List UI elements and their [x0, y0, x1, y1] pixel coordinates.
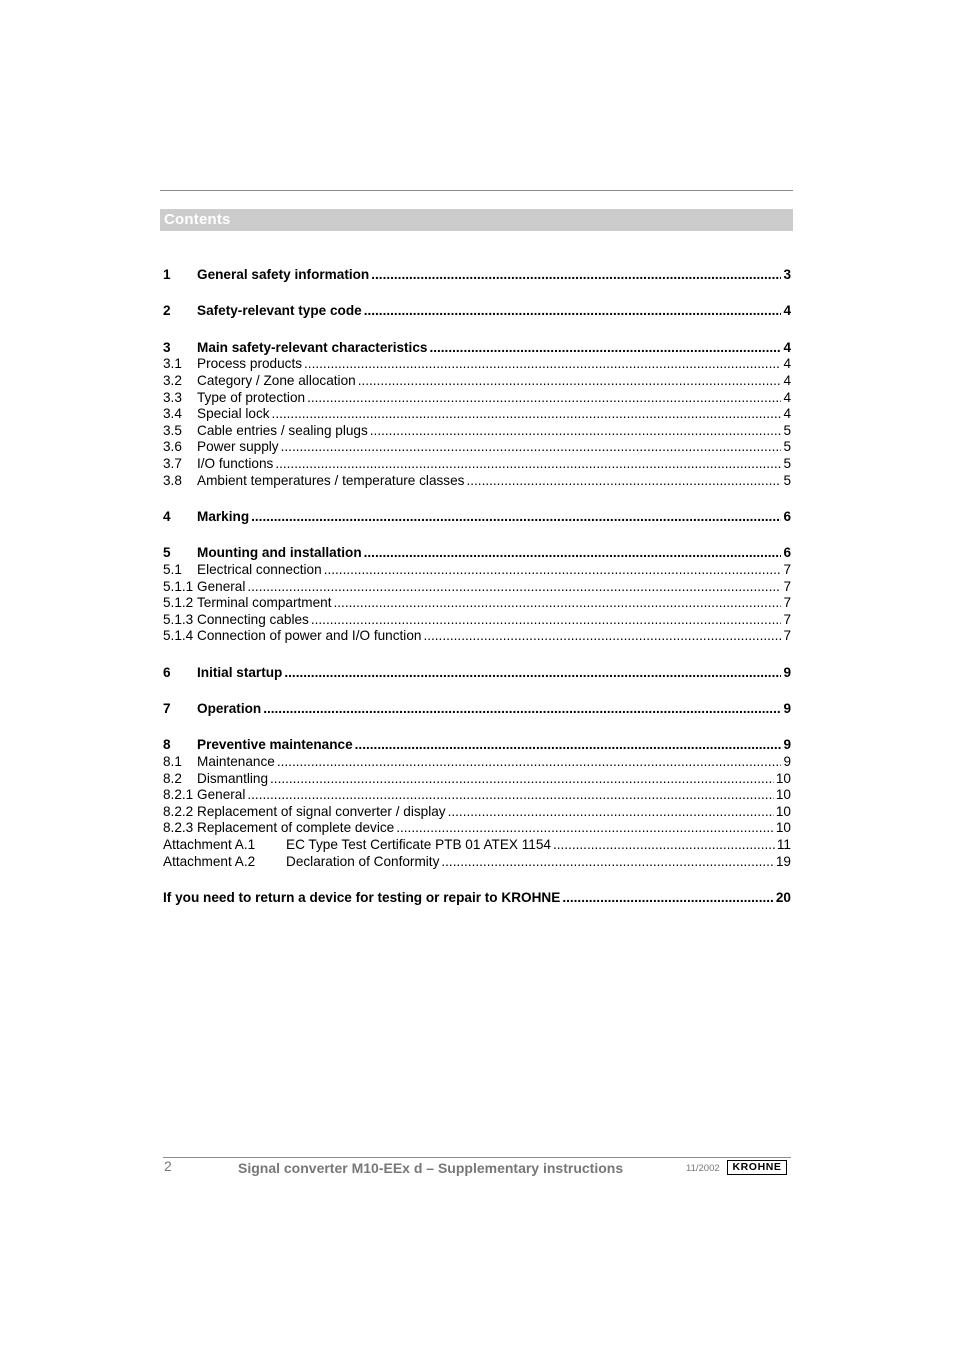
toc-dot-leader: [396, 820, 774, 837]
toc-entry-page: 19: [775, 853, 791, 869]
toc-dot-leader: [307, 390, 781, 407]
toc-entry-number: Attachment A.2: [163, 853, 256, 869]
toc-entry-title: EC Type Test Certificate PTB 01 ATEX 1154: [286, 837, 551, 853]
toc-entry[interactable]: [163, 390, 791, 407]
toc-dot-leader: [371, 267, 781, 284]
toc-entry-title: General: [197, 787, 246, 803]
toc-entry[interactable]: [163, 665, 791, 682]
toc-entry-number: 4: [163, 508, 171, 524]
toc-entry-page: 5: [783, 472, 791, 488]
toc-entry[interactable]: [163, 628, 791, 645]
toc-entry[interactable]: [163, 423, 791, 440]
toc-entry[interactable]: [163, 804, 791, 821]
footer-rule: [163, 1157, 791, 1158]
toc-entry-number: 5: [163, 545, 171, 561]
toc-entry[interactable]: [163, 754, 791, 771]
toc-entry[interactable]: [163, 545, 791, 562]
toc-entry-number: 5.1.3: [163, 611, 194, 627]
toc-entry-page: 10: [775, 820, 791, 836]
toc-entry-title: Replacement of signal converter / display: [197, 803, 446, 819]
top-rule: [160, 190, 793, 191]
toc-entry[interactable]: [163, 340, 791, 357]
toc-entry[interactable]: [163, 509, 791, 526]
toc-entry[interactable]: [163, 595, 791, 612]
toc-entry-title: Connection of power and I/O function: [197, 628, 422, 644]
toc-entry-title: If you need to return a device for testing or repair to KROHNE: [163, 890, 561, 905]
toc-entry[interactable]: [163, 356, 791, 373]
footer-document-title: Signal converter M10-EEx d – Supplementary instructions: [238, 1160, 624, 1176]
toc-dot-leader: [429, 340, 781, 357]
toc-dot-leader: [333, 595, 781, 612]
toc-entry-page: 7: [783, 611, 791, 627]
toc-entry-number: 3.7: [163, 455, 182, 471]
toc-entry[interactable]: [163, 787, 791, 804]
toc-dot-leader: [275, 456, 781, 473]
toc-entry-title: Replacement of complete device: [197, 820, 395, 836]
toc-entry-page: 9: [783, 701, 791, 717]
toc-entry-page: 5: [783, 455, 791, 471]
toc-entry-title: Type of protection: [197, 389, 306, 405]
toc-entry-number: 3.6: [163, 439, 182, 455]
toc-entry-page: 20: [775, 890, 791, 905]
toc-entry-number: 3.8: [163, 472, 182, 488]
toc-dot-leader: [441, 854, 774, 871]
toc-entry-title: Connecting cables: [197, 611, 309, 627]
toc-entry-number: 8: [163, 737, 171, 753]
toc-entry-title: Operation: [197, 701, 262, 717]
toc-entry-number: 8.2.2: [163, 803, 194, 819]
toc-entry-page: 4: [783, 339, 791, 355]
toc-dot-leader: [324, 562, 782, 579]
toc-entry-number: 7: [163, 701, 171, 717]
toc-dot-leader: [270, 771, 774, 788]
toc-entry-title: Initial startup: [197, 664, 283, 680]
toc-entry-page: 5: [783, 439, 791, 455]
toc-entry-title: Dismantling: [197, 770, 269, 786]
toc-entry-page: 3: [783, 267, 791, 282]
toc-entry-number: 3.4: [163, 406, 182, 422]
toc-entry-page: 9: [783, 664, 791, 680]
toc-entry[interactable]: [163, 267, 791, 284]
toc-entry-title: Cable entries / sealing plugs: [197, 422, 368, 438]
toc-dot-leader: [251, 509, 781, 526]
footer-date: 11/2002: [686, 1163, 720, 1174]
toc-entry-page: 4: [783, 372, 791, 388]
toc-entry-page: 9: [783, 754, 791, 770]
toc-entry-page: 7: [783, 578, 791, 594]
toc-entry-number: 8.2.3: [163, 820, 194, 836]
toc-entry-page: 11: [776, 837, 791, 853]
toc-entry-number: 3.1: [163, 356, 182, 372]
toc-entry-title: Terminal compartment: [197, 595, 332, 611]
toc-dot-leader: [281, 439, 782, 456]
toc-entry-number: 8.1: [163, 754, 182, 770]
toc-entry-page: 7: [783, 595, 791, 611]
toc-entry[interactable]: [163, 854, 791, 871]
toc-entry[interactable]: [163, 562, 791, 579]
toc-entry-title: Declaration of Conformity: [286, 853, 440, 869]
toc-dot-leader: [263, 701, 781, 718]
toc-entry-title: Maintenance: [197, 754, 275, 770]
toc-dot-leader: [358, 373, 782, 390]
toc-entry-number: 6: [163, 664, 171, 680]
toc-entry-number: Attachment A.1: [163, 837, 256, 853]
toc-dot-leader: [448, 804, 774, 821]
toc-entry[interactable]: [163, 612, 791, 629]
toc-entry-page: 10: [775, 770, 791, 786]
toc-entry-page: 6: [783, 545, 791, 561]
toc-entry-title: Ambient temperatures / temperature classes: [197, 472, 465, 488]
toc-entry[interactable]: [163, 439, 791, 456]
footer-page-number: 2: [164, 1158, 172, 1174]
toc-entry-page: 5: [783, 422, 791, 438]
toc-dot-leader: [562, 890, 774, 907]
toc-entry[interactable]: [163, 820, 791, 837]
toc-entry-title: Power supply: [197, 439, 279, 455]
table-of-contents: [163, 267, 791, 907]
toc-entry[interactable]: [163, 837, 791, 854]
toc-entry-title: Safety-relevant type code: [197, 303, 362, 319]
toc-entry-title: Category / Zone allocation: [197, 372, 356, 388]
contents-heading: Contents: [160, 209, 793, 231]
toc-entry[interactable]: [163, 771, 791, 788]
toc-dot-leader: [284, 665, 781, 682]
toc-entry-title: Marking: [197, 508, 250, 524]
toc-entry-page: 9: [783, 737, 791, 753]
toc-entry-page: 4: [783, 303, 791, 319]
toc-entry-page: 6: [783, 508, 791, 524]
toc-entry-number: 3.2: [163, 372, 182, 388]
toc-dot-leader: [553, 837, 775, 854]
toc-entry[interactable]: [163, 473, 791, 490]
toc-entry-number: 3.5: [163, 422, 182, 438]
toc-entry-page: 10: [775, 787, 791, 803]
toc-entry[interactable]: [163, 373, 791, 390]
toc-entry[interactable]: [163, 579, 791, 596]
toc-entry-number: 5.1.2: [163, 595, 194, 611]
toc-dot-leader: [272, 406, 782, 423]
toc-entry-number: 2: [163, 303, 171, 319]
toc-entry-title: Main safety-relevant characteristics: [197, 339, 428, 355]
toc-entry-number: 5.1.1: [163, 578, 194, 594]
toc-dot-leader: [423, 628, 781, 645]
toc-entry-number: 5.1: [163, 561, 182, 577]
toc-dot-leader: [364, 545, 782, 562]
toc-dot-leader: [311, 612, 782, 629]
toc-entry-number: 3: [163, 339, 171, 355]
toc-entry-number: 1: [163, 267, 171, 282]
toc-entry-page: 10: [775, 803, 791, 819]
toc-entry-page: 4: [783, 389, 791, 405]
toc-entry-title: Mounting and installation: [197, 545, 362, 561]
toc-entry-number: 5.1.4: [163, 628, 194, 644]
toc-entry-title: Special lock: [197, 406, 270, 422]
toc-entry-number: 8.2.1: [163, 787, 194, 803]
toc-dot-leader: [247, 579, 781, 596]
toc-entry-title: Preventive maintenance: [197, 737, 353, 753]
toc-entry-title: Process products: [197, 356, 303, 372]
toc-entry-page: 7: [783, 561, 791, 577]
toc-dot-leader: [355, 737, 782, 754]
toc-entry[interactable]: [163, 890, 791, 907]
toc-entry-title: Electrical connection: [197, 561, 322, 577]
toc-dot-leader: [466, 473, 781, 490]
toc-entry[interactable]: [163, 737, 791, 754]
toc-dot-leader: [277, 754, 782, 771]
toc-entry[interactable]: [163, 456, 791, 473]
toc-dot-leader: [364, 303, 782, 320]
toc-dot-leader: [304, 356, 781, 373]
toc-entry-title: General safety information: [197, 267, 370, 282]
toc-entry-title: General: [197, 578, 246, 594]
toc-entry-number: 3.3: [163, 389, 182, 405]
toc-entry[interactable]: [163, 303, 791, 320]
toc-dot-leader: [247, 787, 774, 804]
toc-entry-title: I/O functions: [197, 455, 274, 471]
krohne-logo: KROHNE: [727, 1160, 787, 1175]
toc-entry-page: 4: [783, 406, 791, 422]
toc-dot-leader: [370, 423, 782, 440]
toc-entry[interactable]: [163, 701, 791, 718]
toc-entry-page: 4: [783, 356, 791, 372]
toc-entry[interactable]: [163, 406, 791, 423]
toc-entry-number: 8.2: [163, 770, 182, 786]
toc-entry-page: 7: [783, 628, 791, 644]
